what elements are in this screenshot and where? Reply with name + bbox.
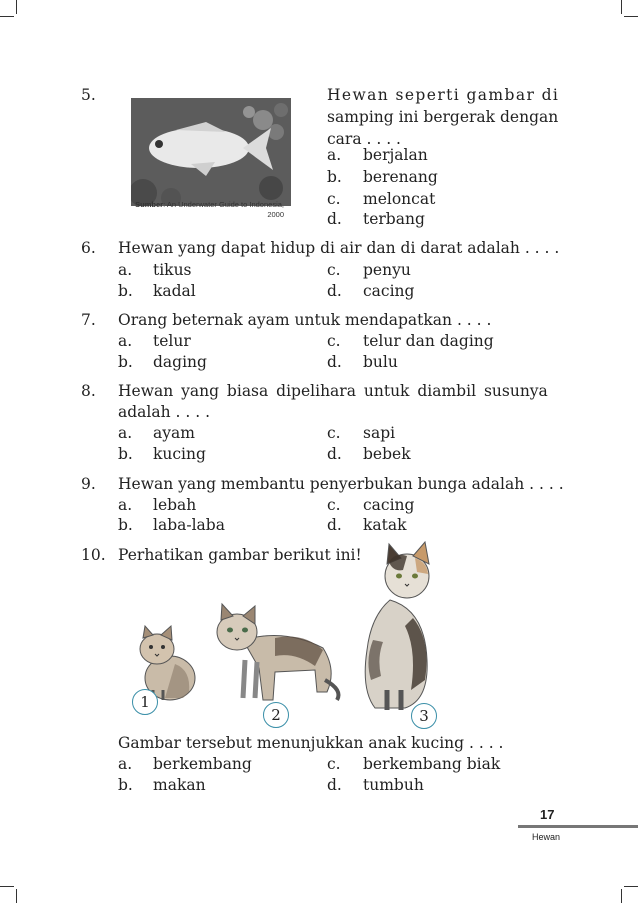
option-text: daging [153,353,207,371]
option-letter: b. [327,168,342,186]
crop-mark [0,886,14,887]
question-number: 7. [81,311,96,329]
crop-mark [16,889,17,903]
cat-growth-illustration [125,540,455,730]
option-c[interactable] [327,423,341,443]
option-letter: d. [327,516,342,534]
option-text: bebek [363,445,411,463]
option-text: bulu [363,353,398,371]
option-letter: c. [327,755,341,773]
option-text: berenang [363,168,438,186]
caption-source-year: 2000 [267,210,284,219]
option-letter: d. [327,776,342,794]
option-letter: d. [327,282,342,300]
photo-source-caption [104,200,284,220]
question-stem: Perhatikan gambar berikut ini! [118,546,362,564]
option-letter: a. [327,146,342,164]
option-d[interactable] [327,775,342,795]
option-letter: b. [118,516,133,534]
option-letter: a. [118,261,133,279]
option-letter: b. [118,776,133,794]
option-b[interactable] [118,515,133,535]
question-stem-line: cara . . . . [327,130,401,148]
option-letter: b. [118,445,133,463]
option-a[interactable] [118,331,132,351]
crop-mark [624,886,638,887]
option-text: berkembang [153,755,252,773]
option-d[interactable] [327,209,342,229]
option-text: kucing [153,445,206,463]
option-text: ayam [153,424,195,442]
option-text: makan [153,776,206,794]
option-text: telur dan daging [363,332,494,350]
option-letter: c. [327,261,341,279]
crop-mark [624,16,638,17]
option-a[interactable] [327,145,341,165]
fish-illustration [131,98,291,206]
option-text: telur [153,332,191,350]
question-stem: Hewan yang dapat hidup di air dan di darat adalah . . . . [118,239,560,257]
option-letter: a. [118,496,133,514]
option-b[interactable] [118,444,133,464]
question-stem: Gambar tersebut menunjukkan anak kucing . . . . [118,734,504,752]
option-text: penyu [363,261,411,279]
crop-mark [0,16,14,17]
option-letter: a. [118,332,133,350]
chapter-label: Hewan [532,832,561,842]
option-text: laba-laba [153,516,225,534]
option-text: katak [363,516,407,534]
footer-divider [518,825,638,828]
question-number: 6. [81,239,96,257]
option-d[interactable] [327,352,342,372]
option-text: sapi [363,424,396,442]
crop-mark [621,889,622,903]
option-a[interactable] [118,754,132,774]
option-letter: a. [118,755,133,773]
question-stem-line: Hewan seperti gambar di [327,86,560,104]
option-d[interactable] [327,281,342,301]
option-c[interactable] [327,495,341,515]
option-a[interactable] [118,495,132,515]
question-number: 9. [81,475,96,493]
option-c[interactable] [327,260,341,280]
option-text: tikus [153,261,192,279]
option-letter: b. [118,353,133,371]
option-a[interactable] [118,423,132,443]
option-c[interactable] [327,189,341,209]
crop-mark [16,0,17,14]
question-number: 5. [81,86,96,104]
option-b[interactable] [118,352,133,372]
option-c[interactable] [327,754,341,774]
caption-source-label: Sumber [135,200,164,209]
option-d[interactable] [327,515,342,535]
question-stem: Hewan yang membantu penyerbukan bunga adalah . . . . [118,475,564,493]
option-letter: d. [327,353,342,371]
option-c[interactable] [327,331,341,351]
option-text: lebah [153,496,197,514]
option-letter: c. [327,424,341,442]
question-stem-line: adalah . . . . [118,403,211,421]
figure-label-2: 2 [263,702,289,728]
option-text: terbang [363,210,425,228]
option-a[interactable] [118,260,132,280]
option-b[interactable] [118,775,133,795]
question-stem-line: samping ini bergerak dengan [327,108,559,126]
adult-cat-icon [365,542,429,710]
question-number: 10. [81,546,106,564]
option-letter: c. [327,332,341,350]
figure-label-1: 1 [132,689,158,715]
option-letter: c. [327,496,341,514]
option-text: cacing [363,282,415,300]
question-stem: Orang beternak ayam untuk mendapatkan . . . . [118,311,492,329]
option-text: berjalan [363,146,428,164]
option-b[interactable] [327,167,342,187]
option-text: cacing [363,496,415,514]
caption-source-title: : An Underwater Guide to Indonesia, [163,200,284,209]
option-letter: d. [327,210,342,228]
option-letter: c. [327,190,341,208]
option-letter: a. [118,424,133,442]
young-cat-icon [217,604,339,700]
crop-mark [621,0,622,14]
option-text: kadal [153,282,196,300]
option-text: meloncat [363,190,436,208]
option-letter: d. [327,445,342,463]
option-b[interactable] [118,281,133,301]
question-stem-line: Hewan yang biasa dipelihara untuk diambil susunya [118,382,548,400]
figure-label-3: 3 [411,703,437,729]
option-d[interactable] [327,444,342,464]
option-text: berkembang biak [363,755,501,773]
page-number: 17 [540,807,555,822]
question-number: 8. [81,382,96,400]
option-letter: b. [118,282,133,300]
option-text: tumbuh [363,776,424,794]
fish-photo [131,98,291,206]
